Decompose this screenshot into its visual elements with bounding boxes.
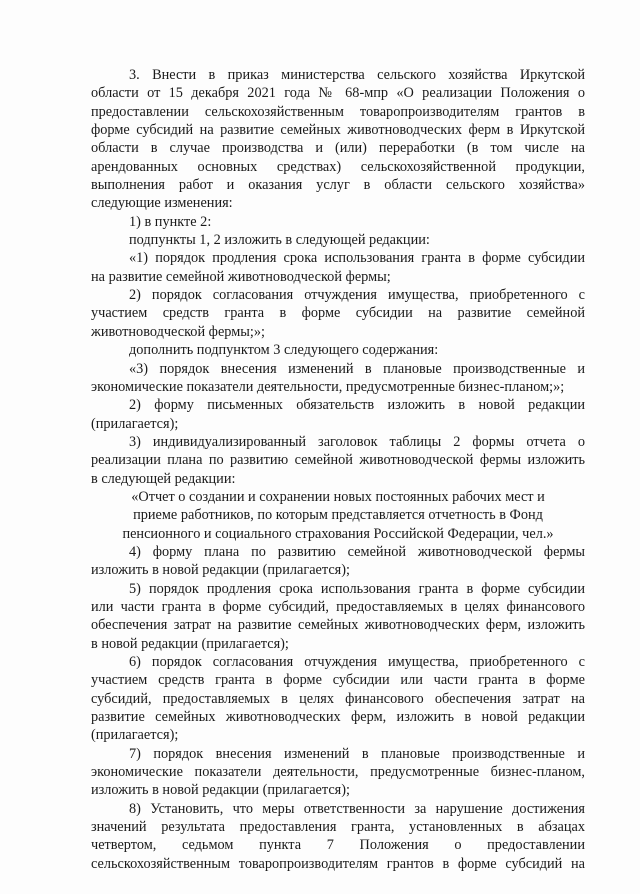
paragraph-line: 2) порядок согласования отчуждения имущества, приобретенного с <box>129 287 585 304</box>
paragraph-line: 8) Установить, что меры ответственности за нарушение достижения <box>129 800 585 817</box>
paragraph-line: арендованных основных средствах) сельскохозяйственной продукции, <box>91 158 585 175</box>
paragraph-line: дополнить подпунктом 3 следующего содержания: <box>129 342 439 359</box>
paragraph-line: 5) порядок продления срока использования гранта в форме субсидии <box>129 580 585 597</box>
paragraph-line: (прилагается); <box>91 727 179 744</box>
paragraph-line: 3. Внести в приказ министерства сельского хозяйства Иркутской <box>129 67 585 83</box>
quoted-heading-line: «Отчет о создании и сохранении новых постоянных рабочих мест и <box>131 488 545 505</box>
paragraph-line: предоставлении сельскохозяйственным товаропроизводителям грантов в <box>91 103 585 120</box>
paragraph-line: «3) порядок внесения изменений в плановые производственные и <box>129 360 585 377</box>
paragraph-line: на развитие семейной животноводческой фермы; <box>91 268 391 285</box>
paragraph-line: четвертом, седьмом пункта 7 Положения о предоставлении <box>91 837 585 854</box>
paragraph-line: значений результата предоставления гранта, установленных в абзацах <box>91 819 585 836</box>
paragraph-line: подпункты 1, 2 изложить в следующей редакции: <box>129 232 430 249</box>
quoted-heading-line: пенсионного и социального страхования Российской Федерации, чел.» <box>122 525 554 542</box>
paragraph-line: в следующей редакции: <box>91 470 236 487</box>
paragraph-line: сельскохозяйственным товаропроизводителям грантов в форме субсидий на <box>91 855 585 872</box>
paragraph-line: участием средств гранта в форме субсидии на развитие семейной <box>91 305 585 322</box>
paragraph-line: 6) порядок согласования отчуждения имущества, приобретенного с <box>129 654 585 670</box>
paragraph-line: или части гранта в форме субсидий, предоставляемых в целях финансового <box>91 598 585 615</box>
paragraph-line: 2) форму письменных обязательств изложить в новой редакции <box>129 397 585 414</box>
paragraph-line: участием средств гранта в форме субсидии или части гранта в форме <box>91 672 585 689</box>
paragraph-line: области от 15 декабря 2021 года № 68-мпр «О реализации Положения о <box>91 85 585 102</box>
paragraph-line: животноводческой фермы;»; <box>91 323 265 340</box>
paragraph-line: следующие изменения: <box>91 195 233 212</box>
paragraph-line: обеспечения затрат на развитие семейных животноводческих ферм, изложить <box>91 617 585 634</box>
document-body <box>91 66 585 873</box>
paragraph-line: форме субсидий на развитие семейных животноводческих ферм в Иркутской <box>91 122 585 139</box>
paragraph-line: 3) индивидуализированный заголовок таблицы 2 формы отчета о <box>129 433 585 450</box>
paragraph-line: экономические показатели деятельности, предусмотренные бизнес-планом, <box>91 764 585 781</box>
paragraph-line: 1) в пункте 2: <box>129 213 212 230</box>
paragraph-line: реализации плана по развитию семейной животноводческой фермы изложить <box>91 452 585 469</box>
paragraph-line: (прилагается); <box>91 415 179 432</box>
paragraph-line: развитие семейных животноводческих ферм, изложить в новой редакции <box>91 709 585 726</box>
paragraph-line: в новой редакции (прилагается); <box>91 635 289 652</box>
quoted-heading-line: приеме работников, по которым представляется отчетность в Фонд <box>133 507 543 524</box>
paragraph-line: области в случае производства и (или) переработки (в том числе на <box>91 140 585 157</box>
paragraph-line: субсидий, предоставляемых в целях финансового обеспечения затрат на <box>91 690 585 707</box>
paragraph-line: «1) порядок продления срока использования гранта в форме субсидии <box>129 250 585 267</box>
paragraph-line: изложить в новой редакции (прилагается); <box>91 562 350 579</box>
paragraph-line: изложить в новой редакции (прилагается); <box>91 782 350 799</box>
paragraph-line: 7) порядок внесения изменений в плановые производственные и <box>129 745 585 762</box>
paragraph-line: 4) форму плана по развитию семейной животноводческой фермы <box>129 543 585 560</box>
paragraph-line: выполнения работ и оказания услуг в области сельского хозяйства» <box>91 177 585 194</box>
paragraph-line: экономические показатели деятельности, предусмотренные бизнес-планом;»; <box>91 378 565 395</box>
